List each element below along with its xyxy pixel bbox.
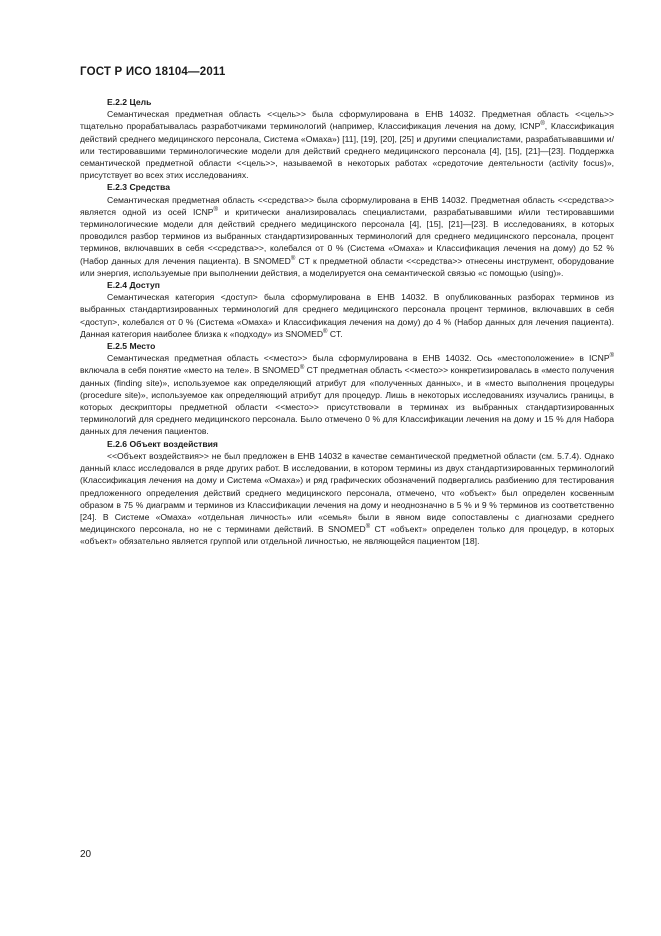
page-number: 20 bbox=[80, 849, 92, 860]
section-paragraph-goal: Семантическая предметная область <<цель>> была сформулирована в ЕНВ 14032. Предметная область <<цель>> тщательно прорабатывалась разработчиками терминологий (например, Классификация лечения на дому, ICNP®, Классификация действий среднего медицинского персонала, Система «Омаха») [11], [19], [20], [25] и другими специалистами, разрабатывавшими и/или тестировавшими терминологические модели для действий среднего медицинского персонала [4], [15], [21]—[23]. Поддержка семантической предметной области <<цель>>, называемой в некоторых работах «средоточие деятельности (activity focus)», присутствует во всех этих исследованиях. bbox=[80, 109, 614, 181]
section-heading-site: Е.2.5 Место bbox=[107, 341, 156, 352]
section-heading-recipient: Е.2.6 Объект воздействия bbox=[107, 438, 218, 449]
section-paragraph-means: Семантическая предметная область <<средства>> была сформулирована в ЕНВ 14032. Предметная область <<средства>> является одной из осей ICNP® и критически анализировалась специалистами, разрабатывавшими и/или тестировавшими терминологические модели для действий среднего медицинского персонала [4], [15], [21]—[23]. В исследованиях, в которых проводился разбор терминов из выбранных стандартизированных терминологий для среднего медицинского персонала, процент терминов, включавших в себя <<средства>>, колебался от 0 % (Система «Омаха» и Классификация лечения на дому) до 52 % (Набор данных для лечения пациента). В SNOMED® CT к предметной области <<средства>> отнесены инструмент, оборудование или энергия, используемые при выполнении действия, а моделируется она семантической связью «с помощью (using)». bbox=[80, 194, 615, 278]
section-paragraph-access: Семантическая категория <доступ> была сформулирована в ЕНВ 14032. В опубликованных разборах терминов из выбранных стандартизированных терминологий для среднего медицинского персонала процент терминов, включавших в себя <доступ>, колебался от 0 % (Система «Омаха» и Классификация лечения на дому) до 4 % (Набор данных для лечения пациента). Данная категория наиболее близка к «подходу» из SNOMED® CT. bbox=[80, 292, 614, 339]
page-header: ГОСТ Р ИСО 18104—2011 bbox=[80, 66, 226, 78]
section-heading-goal: Е.2.2 Цель bbox=[107, 97, 152, 107]
section-heading-means: Е.2.3 Средства bbox=[107, 182, 170, 193]
section-paragraph-site: Семантическая предметная область <<место>> была сформулирована в ЕНВ 14032. Ось «местоположение» в ICNP® включала в себя понятие «место на теле». В SNOMED® CT предметная область <<место>> конкретизировалась в «место получения данных (finding site)», используемое как определяющий атрибут для «полученных данных», и в «место выполнения процедуры (procedure site)», используемое как определяющий атрибут для процедур. Лишь в некоторых исследованиях изучались границы, в которых дескрипторы предметной области <<место>> присутствовали в терминах из выбранных стандартизированных терминологий для среднего медицинского персонала. Было отмечено 0 % для Классификации лечения на дому и 15 % для Набора данных для лечения пациентов. bbox=[80, 353, 615, 437]
section-heading-access: Е.2.4 Доступ bbox=[107, 280, 160, 291]
document-body bbox=[80, 96, 614, 548]
section-paragraph-recipient: <<Объект воздействия>> не был предложен в ЕНВ 14032 в качестве семантической предметной области (см. 5.7.4). Однако данный класс исследовался в ряде других работ. В исследовании, в котором термины из двух стандартизированных терминологий (Классификация лечения на дому и Система «Омаха») и ряд графических обозначений подвергались разбиению для тестирования предложенного определения действий среднего медицинского персонала, отмечено, что «объект» был определен косвенным образом в 75 % диаграмм и терминов из Классификации лечения на дому и неоднозначно в 5 % и 9 % терминов из соответственно [24]. В Системе «Омаха» «отдельная личность» или «семья» были в явном виде сопоставлены с диагнозами среднего медицинского персонала, но не с терминами действий. В SNOMED® CT «объект» определен только для процедур, в которых «объект» обязательно является группой или отдельной личностью, не являющейся пациентом [18]. bbox=[80, 450, 614, 547]
